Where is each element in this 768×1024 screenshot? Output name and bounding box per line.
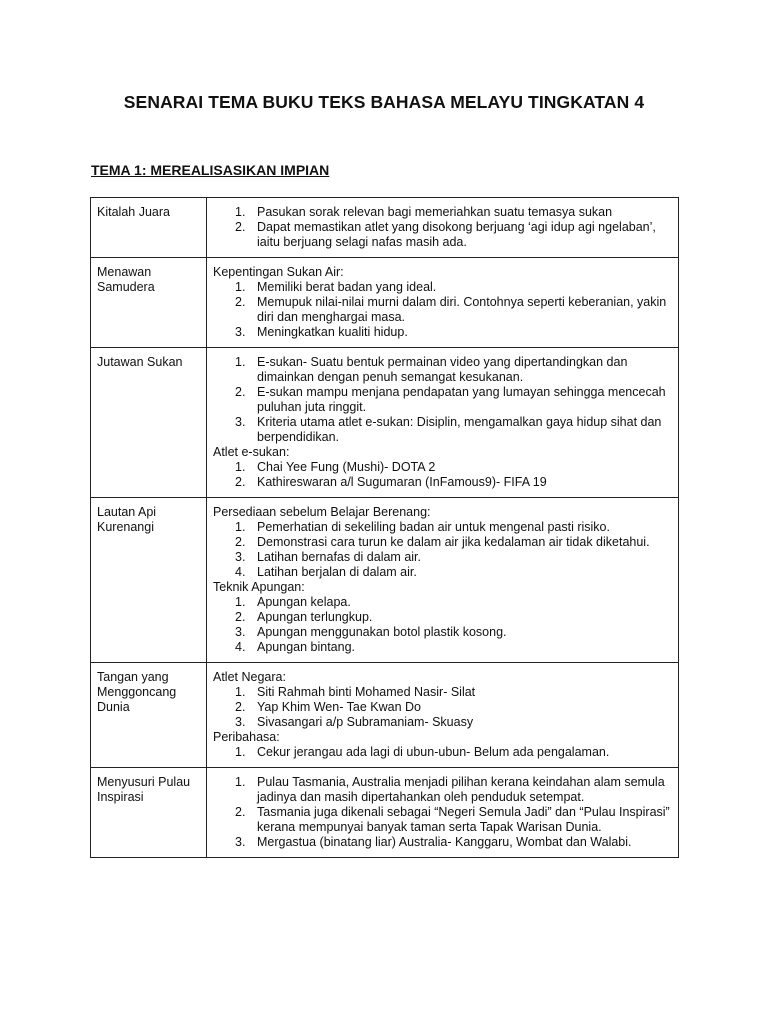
list-item-text: Kriteria utama atlet e-sukan: Disiplin, mengamalkan gaya hidup sihat dan berpendidikan. [257,415,662,444]
list-item [213,550,672,565]
topic-content-cell [207,663,679,768]
list-item-text: Demonstrasi cara turun ke dalam air jika kedalaman air tidak diketahui. [257,535,650,549]
list-item [213,625,672,640]
numbered-list [213,685,672,730]
table-row [91,498,679,663]
list-item-number: 1. [235,775,246,789]
table-row [91,663,679,768]
list-item-number: 4. [235,565,246,579]
list-item [213,640,672,655]
table-row [91,348,679,498]
list-item [213,520,672,535]
list-item-number: 1. [235,595,246,609]
topic-title: Kitalah Juara [97,205,170,219]
table-row [91,198,679,258]
numbered-list [213,460,672,490]
subheading: Atlet Negara: [213,670,286,684]
list-item [213,220,672,250]
topic-content-cell [207,348,679,498]
list-item [213,610,672,625]
topic-title-cell [91,198,207,258]
list-item [213,205,672,220]
numbered-list [213,595,672,655]
numbered-list [213,520,672,580]
list-item [213,535,672,550]
list-item-text: Memiliki berat badan yang ideal. [257,280,437,294]
list-item [213,835,672,850]
list-item [213,715,672,730]
numbered-list [213,205,672,250]
list-item-text: Latihan berjalan di dalam air. [257,565,417,579]
list-item-text: Meningkatkan kualiti hidup. [257,325,408,339]
list-item-number: 2. [235,220,246,234]
list-item-number: 1. [235,520,246,534]
list-item-text: Pasukan sorak relevan bagi memeriahkan suatu temasya sukan [257,205,613,219]
topic-title: Menawan Samudera [97,265,155,294]
numbered-list [213,745,672,760]
list-item [213,685,672,700]
topic-title-cell [91,663,207,768]
list-item-text: Dapat memastikan atlet yang disokong berjuang ‘agi idup agi ngelaban’, iaitu berjuang selagi nafas masih ada. [257,220,656,249]
list-item-text: Kathireswaran a/l Sugumaran (InFamous9)- FIFA 19 [257,475,547,489]
list-item [213,805,672,835]
list-item-number: 1. [235,280,246,294]
list-item-text: Latihan bernafas di dalam air. [257,550,421,564]
subheading: Atlet e-sukan: [213,445,290,459]
topic-title: Tangan yang Menggoncang Dunia [97,670,177,714]
list-item [213,595,672,610]
list-item [213,325,672,340]
topic-title: Menyusuri Pulau Inspirasi [97,775,191,804]
list-item-text: Apungan kelapa. [257,595,351,609]
list-item-number: 3. [235,625,246,639]
theme-table [90,197,679,858]
list-item-text: Memupuk nilai-nilai murni dalam diri. Contohnya seperti keberanian, yakin diri dan menghargai masa. [257,295,667,324]
subheading: Peribahasa: [213,730,280,744]
list-item-text: Apungan terlungkup. [257,610,373,624]
list-item-text: Tasmania juga dikenali sebagai “Negeri Semula Jadi” dan “Pulau Inspirasi” kerana mempunyai banyak taman serta Tapak Warisan Dunia. [257,805,670,834]
list-item-text: Sivasangari a/p Subramaniam- Skuasy [257,715,474,729]
list-item [213,565,672,580]
topic-title-cell [91,768,207,858]
list-item-text: Pemerhatian di sekeliling badan air untuk mengenal pasti risiko. [257,520,610,534]
list-item [213,700,672,715]
topic-content-cell [207,258,679,348]
list-item-text: Yap Khim Wen- Tae Kwan Do [257,700,421,714]
list-item [213,475,672,490]
topic-title-cell [91,498,207,663]
topic-title: Jutawan Sukan [97,355,183,369]
list-item-number: 1. [235,355,246,369]
list-item [213,385,672,415]
list-item-number: 3. [235,415,246,429]
subheading: Teknik Apungan: [213,580,305,594]
numbered-list [213,280,672,340]
list-item-number: 1. [235,205,246,219]
list-item-text: Cekur jerangau ada lagi di ubun-ubun- Belum ada pengalaman. [257,745,610,759]
topic-title-cell [91,348,207,498]
list-item-text: E-sukan mampu menjana pendapatan yang lumayan sehingga mencecah puluhan juta ringgit. [257,385,666,414]
list-item-number: 1. [235,460,246,474]
list-item-text: Chai Yee Fung (Mushi)- DOTA 2 [257,460,436,474]
list-item-number: 3. [235,835,246,849]
list-item [213,415,672,445]
table-row [91,768,679,858]
document-title: SENARAI TEMA BUKU TEKS BAHASA MELAYU TINGKATAN 4 [123,92,645,112]
topic-content-cell [207,498,679,663]
table-row [91,258,679,348]
list-item [213,280,672,295]
topic-title: Lautan Api Kurenangi [97,505,157,534]
list-item-number: 2. [235,805,246,819]
numbered-list [213,775,672,850]
list-item-number: 2. [235,475,246,489]
list-item-text: Siti Rahmah binti Mohamed Nasir- Silat [257,685,476,699]
topic-content-cell [207,198,679,258]
subheading: Persediaan sebelum Belajar Berenang: [213,505,431,519]
list-item-number: 1. [235,685,246,699]
list-item [213,775,672,805]
list-item-number: 4. [235,640,246,654]
topic-title-cell [91,258,207,348]
list-item-number: 2. [235,385,246,399]
list-item-text: Apungan menggunakan botol plastik kosong. [257,625,507,639]
list-item-number: 2. [235,610,246,624]
list-item [213,295,672,325]
list-item-number: 1. [235,745,246,759]
subheading: Kepentingan Sukan Air: [213,265,344,279]
list-item-number: 2. [235,535,246,549]
section-title: TEMA 1: MEREALISASIKAN IMPIAN [91,162,330,178]
list-item-number: 2. [235,295,246,309]
list-item-text: Pulau Tasmania, Australia menjadi pilihan kerana keindahan alam semula jadinya dan masih dipertahankan oleh penduduk setempat. [257,775,665,804]
theme-table-body [91,198,679,858]
list-item [213,355,672,385]
list-item-number: 3. [235,715,246,729]
list-item [213,745,672,760]
list-item-text: Apungan bintang. [257,640,356,654]
list-item-text: E-sukan- Suatu bentuk permainan video yang dipertandingkan dan dimainkan dengan penuh semangat kesukanan. [257,355,628,384]
numbered-list [213,355,672,445]
list-item-number: 3. [235,325,246,339]
topic-content-cell [207,768,679,858]
list-item [213,460,672,475]
list-item-text: Mergastua (binatang liar) Australia- Kanggaru, Wombat dan Walabi. [257,835,632,849]
list-item-number: 3. [235,550,246,564]
list-item-number: 2. [235,700,246,714]
